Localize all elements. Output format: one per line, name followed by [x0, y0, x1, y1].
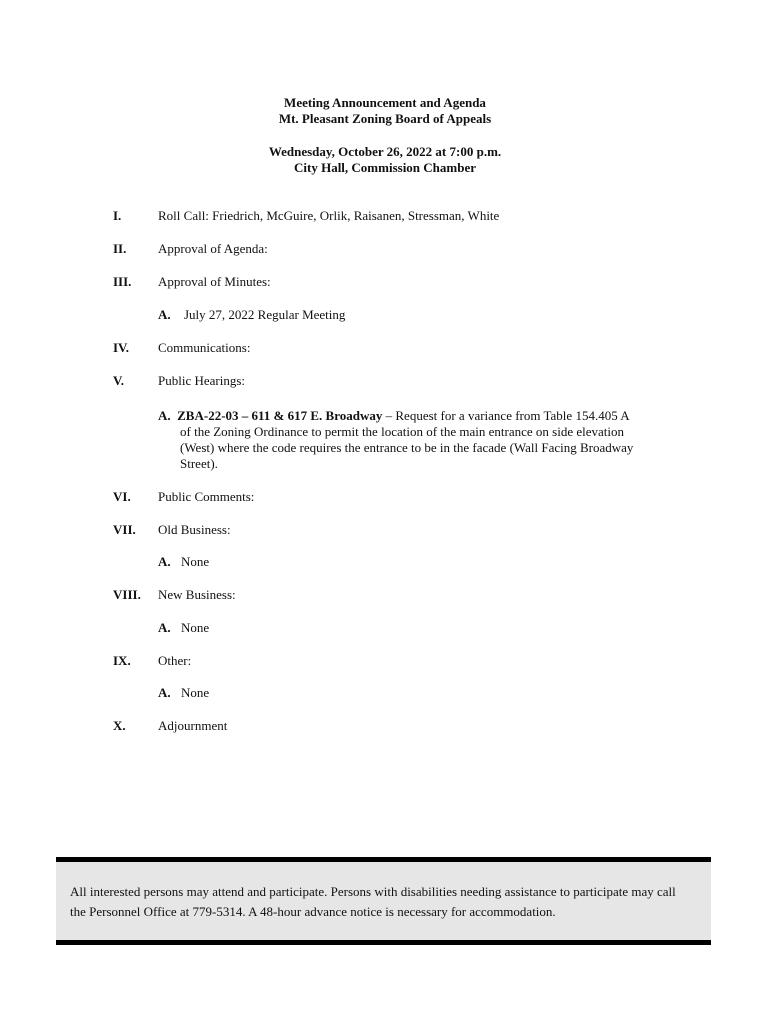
- subitem-letter: A.: [158, 554, 171, 569]
- subitem-letter: A.: [158, 408, 171, 423]
- subitem-text: July 27, 2022 Regular Meeting: [184, 307, 346, 322]
- agenda-numeral: VI.: [113, 489, 131, 504]
- accessibility-notice-box: [56, 857, 711, 945]
- agenda-numeral: IX.: [113, 653, 131, 668]
- agenda-numeral: II.: [113, 241, 127, 256]
- agenda-item-text: Approval of Agenda:: [158, 241, 268, 256]
- subitem-text: None: [181, 554, 210, 569]
- agenda-item-text: Adjournment: [158, 718, 228, 733]
- meeting-location: City Hall, Commission Chamber: [294, 160, 476, 175]
- hearing-first-line: [158, 408, 678, 424]
- agenda-numeral: X.: [113, 718, 126, 733]
- agenda-numeral: V.: [113, 373, 124, 388]
- subitem-text: None: [181, 685, 210, 700]
- agenda-numeral: VII.: [113, 522, 136, 537]
- subitem-letter: A.: [158, 685, 171, 700]
- agenda-item-text: Public Hearings:: [158, 373, 246, 388]
- agenda-numeral: VIII.: [113, 587, 141, 602]
- hearing-description-start: – Request for a variance from Table 154.405 A: [382, 408, 630, 423]
- subitem-letter: A.: [158, 307, 171, 322]
- agenda-item-text: Old Business:: [158, 522, 231, 537]
- subitem-letter: A.: [158, 620, 171, 635]
- agenda-item-text: Approval of Minutes:: [158, 274, 271, 289]
- agenda-title: Meeting Announcement and Agenda: [284, 95, 486, 110]
- agenda-subitem-public-hearing: [158, 408, 678, 472]
- hearing-description-line: Street).: [180, 456, 218, 471]
- hearing-description-line: of the Zoning Ordinance to permit the location of the main entrance on side elevation: [180, 424, 625, 439]
- meeting-date: Wednesday, October 26, 2022 at 7:00 p.m.: [268, 144, 502, 159]
- agenda-item-text: Other:: [158, 653, 192, 668]
- agenda-numeral: IV.: [113, 340, 130, 355]
- subitem-text: None: [181, 620, 210, 635]
- agenda-numeral: I.: [113, 208, 122, 223]
- agenda-item-text: Public Comments:: [158, 489, 255, 504]
- hearing-case-title: ZBA-22-03 – 611 & 617 E. Broadway: [177, 408, 383, 423]
- notice-line: All interested persons may attend and participate. Persons with disabilities needing assistance to participate may call: [70, 884, 676, 899]
- accessibility-notice-text: [70, 882, 702, 922]
- agenda-item-text: New Business:: [158, 587, 236, 602]
- agenda-numeral: III.: [113, 274, 132, 289]
- notice-line: the Personnel Office at 779-5314. A 48-hour advance notice is necessary for accommodation.: [70, 904, 556, 919]
- hearing-description-line: (West) where the code requires the entrance to be in the facade (Wall Facing Broadway: [180, 440, 634, 455]
- agenda-item-text: Communications:: [158, 340, 251, 355]
- agenda-item-text: Roll Call: Friedrich, McGuire, Orlik, Raisanen, Stressman, White: [158, 208, 500, 223]
- board-name: Mt. Pleasant Zoning Board of Appeals: [278, 111, 492, 126]
